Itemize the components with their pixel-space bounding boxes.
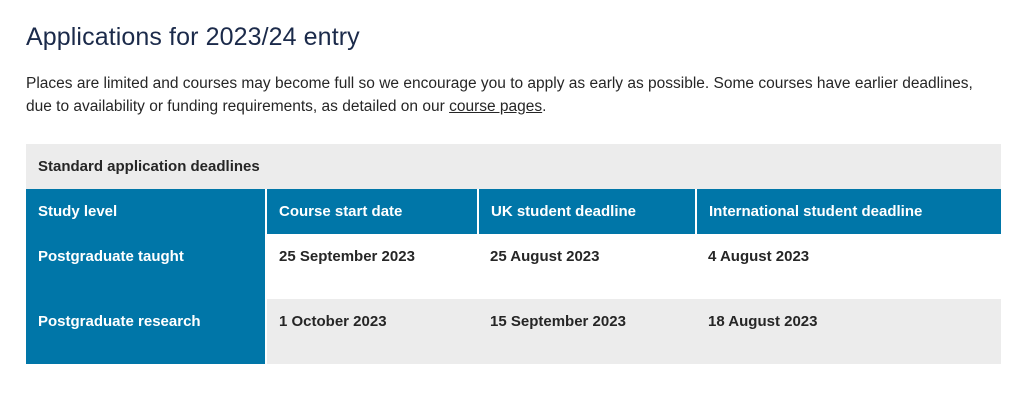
column-header-course-start-date: Course start date: [266, 189, 478, 234]
column-header-study-level: Study level: [26, 189, 266, 234]
page-title: Applications for 2023/24 entry: [26, 23, 360, 51]
cell-course-start-date: 1 October 2023: [266, 299, 478, 364]
column-header-uk-student-deadline: UK student deadline: [478, 189, 696, 234]
column-header-international-student-deadline: International student deadline: [696, 189, 1001, 234]
table-row: [26, 299, 1001, 364]
row-header-study-level: Postgraduate taught: [26, 234, 266, 299]
deadlines-table: [26, 144, 1001, 364]
intro-text-after-link: .: [542, 98, 547, 115]
intro-paragraph: [26, 72, 1000, 118]
table-header-row-group: [26, 189, 1001, 234]
table-row: [26, 234, 1001, 299]
cell-uk-student-deadline: 25 August 2023: [478, 234, 696, 299]
intro-text-before-link: Places are limited and courses may become full so we encourage you to apply as early as possible. Some courses have earlier deadlines, due to availability or funding requirements, as detailed on our: [26, 75, 973, 115]
deadlines-table-wrapper: [26, 144, 1001, 364]
course-pages-link[interactable]: course pages: [449, 98, 543, 115]
cell-uk-student-deadline: 15 September 2023: [478, 299, 696, 364]
row-header-study-level: Postgraduate research: [26, 299, 266, 364]
cell-course-start-date: 25 September 2023: [266, 234, 478, 299]
table-header-row: [26, 189, 1001, 234]
table-body: [26, 234, 1001, 364]
cell-international-student-deadline: 18 August 2023: [696, 299, 1001, 364]
cell-international-student-deadline: 4 August 2023: [696, 234, 1001, 299]
table-caption: Standard application deadlines: [26, 144, 1001, 189]
